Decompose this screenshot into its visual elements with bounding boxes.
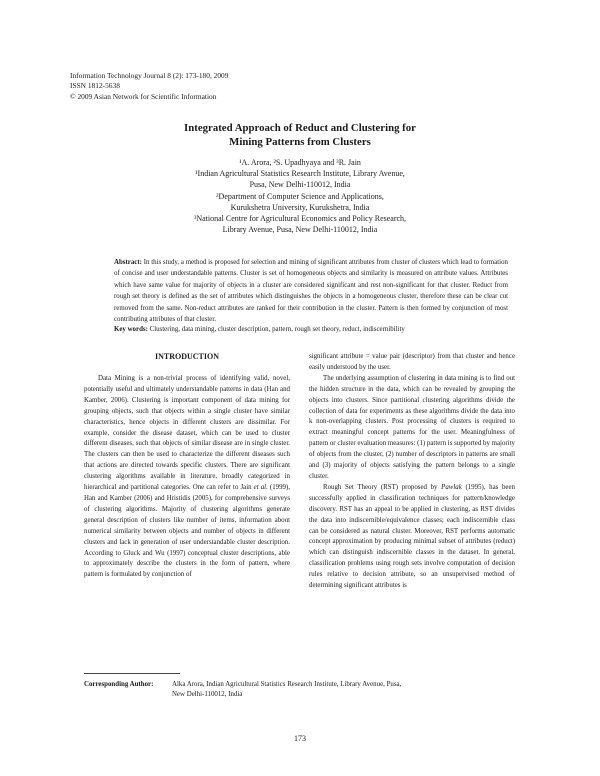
- affiliation-line: ¹Indian Agricultural Statistics Research Institute, Library Avenue,: [195, 169, 405, 179]
- author-block: [0, 157, 600, 235]
- paragraph-text: Data Mining is a non-trivial process of identifying valid, novel, potentially useful and ultimately understandable patterns in data (Han and Kamber, 2006). Clustering is important component of data mining for grouping objects, such that objects within a single cluster have similar characteristics, hence objects in different clusters are dissimilar. For example, consider the disease dataset, which can be used to cluster different diseases, such that objects of similar disease are in single cluster. The clusters can then be used to characterize the different diseases such that actions are directed towards specific clusters. There are significant clustering algorithms available in literature, broadly categorized in hierarchical and partitional categories. One can refer to Jain: [84, 375, 290, 492]
- intro-paragraph-1: [84, 374, 290, 581]
- corresponding-author: [84, 680, 401, 700]
- affiliation-line: ²Department of Computer Science and Applications,: [216, 191, 384, 201]
- keywords-text: Clustering, data mining, cluster description, pattern, rough set theory, reduct, indiscernibility: [147, 326, 405, 333]
- paragraph-italic: Pawlak: [441, 483, 462, 491]
- paragraph-italic: et al.: [253, 484, 268, 492]
- intro-paragraph-2: significant attribute = value pair (descriptor) from that cluster and hence easily understood by the user.: [309, 353, 515, 371]
- journal-copyright: © 2009 Asian Network for Scientific Information: [70, 91, 217, 101]
- affiliation-line: Kurukshetra University, Kurukshetra, India: [230, 202, 370, 212]
- author-names: ¹A. Arora, ²S. Upadhyaya and ³R. Jain: [239, 158, 361, 167]
- paragraph-text: (1999), Han and Kamber (2006) and Hristidis (2005), for comprehensive surveys of clustering algorithms. Majority of clustering algorithms generate general description of clusters like number of items, information about numerical similarity between objects and number of objects in different clusters and lack in generation of user understandable cluster description. According to Gluck and Wu (1997) conceptual cluster descriptions, able to approximately describe the clusters in the form of pattern, where pattern is formulated by conjunction of: [84, 484, 290, 579]
- intro-paragraph-4: [309, 483, 515, 592]
- paper-title: [0, 121, 600, 149]
- journal-header: [70, 71, 228, 102]
- corresponding-label: Corresponding Author:: [84, 681, 154, 688]
- intro-paragraph-3: The underlying assumption of clustering in data mining is to find out the hidden structure in the data, which can be revealed by grouping the objects into clusters. Since partitional clustering algorithms divide the collection of data for experiments as these algorithms divide the data into k non-overlapping clusters. Post processing of clusters is required to extract meaningful concept patterns for the user. Meaningfulness of pattern or cluster evaluation measures: (1) pattern is supported by majority of objects from the cluster, (2) number of descriptors in patterns are small and (3) majority of objects satisfying the pattern belongs to a single cluster.: [309, 374, 515, 480]
- affiliation-line: Library Avenue, Pusa, New Delhi-110012, India: [222, 225, 378, 235]
- section-heading: INTRODUCTION: [154, 352, 219, 361]
- journal-issn: ISSN 1812-5638: [70, 81, 120, 91]
- abstract: [114, 257, 508, 325]
- corresponding-line-1: Alka Arora, Indian Agricultural Statistics Research Institute, Library Avenue, Pusa,: [172, 681, 402, 688]
- paragraph-text: (1995), has been successfully applied in classification techniques for pattern/knowledge discovery. RST has an appeal to be applied in clustering, as RST divides the data into indiscernible/equivalence classes; each indiscernible class can be considered as natural cluster. Moreover, RST performs automatic concept approximation by producing minimal subset of attributes (reduct) which can distinguish indiscernible classes in the dataset. In general, classification problems using rough sets involve computation of decision rules relative to decision attribute, so an unsupervised method of determining significant attributes is: [309, 483, 515, 590]
- page-number: 173: [294, 734, 306, 743]
- keywords-label: Key words:: [114, 326, 148, 333]
- title-line-1: Integrated Approach of Reduct and Clustering for: [184, 122, 416, 134]
- corresponding-line-2: New Delhi-110012, India: [172, 691, 243, 698]
- keywords: [114, 325, 508, 335]
- paragraph-text: Rough Set Theory (RST) proposed by: [323, 483, 442, 491]
- right-column: [309, 352, 515, 592]
- left-column: [84, 352, 290, 581]
- title-line-2: Mining Patterns from Clusters: [229, 136, 371, 148]
- abstract-text: In this study, a method is proposed for selection and mining of significant attributes from cluster of clusters which lead to formation of concise and user understandable patterns. Cluster is set of homogeneous objects and similarity is measured on attribute values. Attributes which have same value for majority of objects in a cluster are considered significant and rest non-significant for that cluster. Reduct from rough set theory is defined as the set of attributes which distinguishes the objects in a homogeneous cluster, therefore these can be clear cut removed from the same. Non-reduct attributes are ranked for their contribution in the cluster. Pattern is then formed by conjunction of most contributing attributes of that cluster.: [114, 259, 508, 324]
- affiliation-line: Pusa, New Delhi-110012, India: [249, 180, 351, 190]
- journal-citation: Information Technology Journal 8 (2): 173-180, 2009: [70, 71, 229, 80]
- footnote-rule: [84, 673, 180, 674]
- abstract-label: Abstract:: [114, 259, 142, 266]
- affiliation-line: ³National Centre for Agricultural Economics and Policy Research,: [193, 214, 407, 224]
